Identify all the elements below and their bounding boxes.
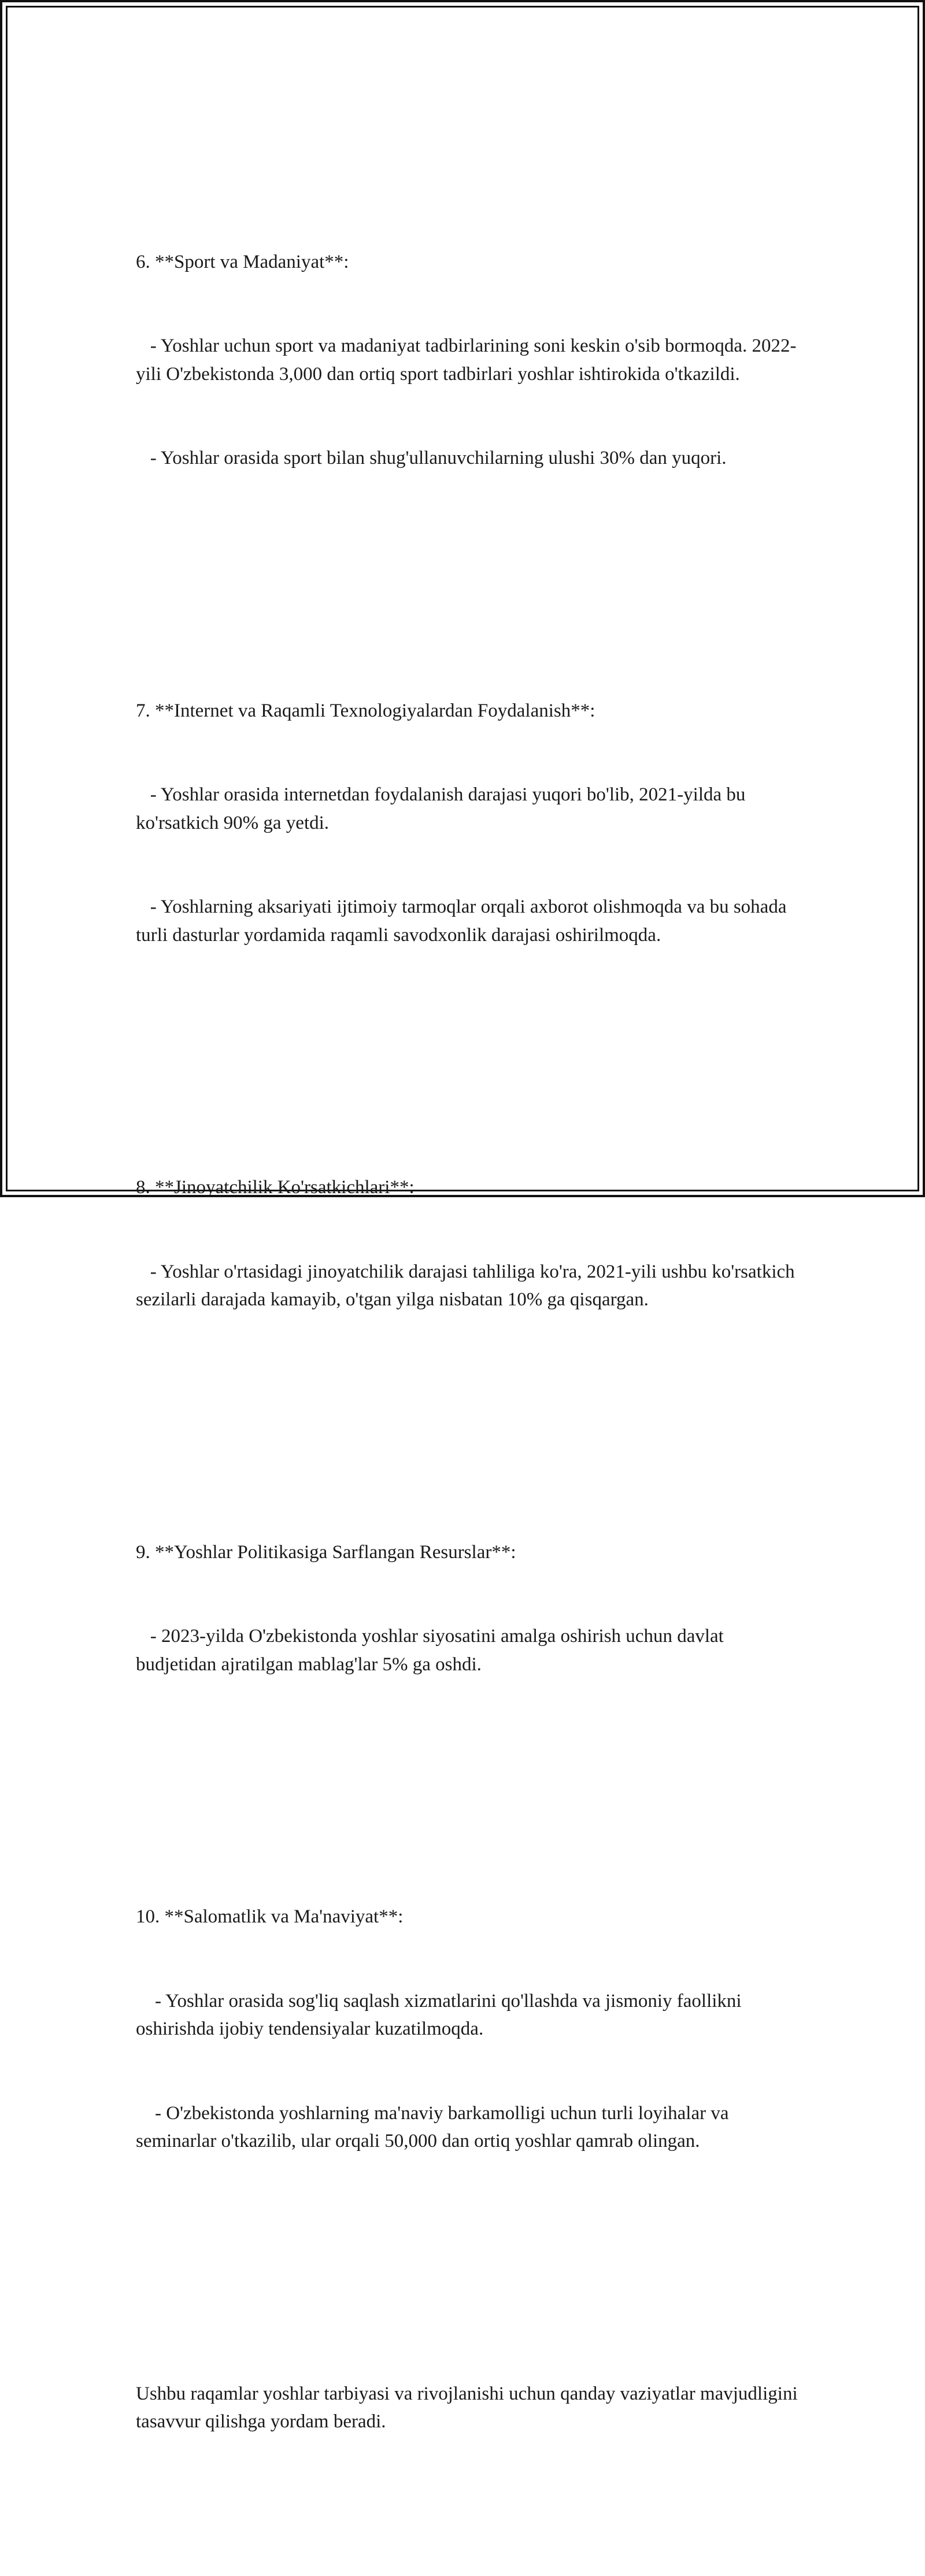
section-health [136,1847,801,2212]
section-sport [136,192,801,529]
section-crime [136,1117,801,1370]
bullet-item: - Yoshlar orasida sport bilan shug'ullanuvchilarning ulushi 30% dan yuqori. [136,448,727,468]
bullet-item: - Yoshlar orasida internetdan foydalanish darajasi yuqori bo'lib, 2021-yilda bu ko'rsatkich 90% ga yetdi. [136,784,750,833]
conclusion-paragraph [136,2324,801,2492]
bullet-item: - Yoshlar uchun sport va madaniyat tadbirlarining soni keskin o'sib bormoqda. 2022-yili O'zbekistonda 3,000 dan ortiq sport tadbirlari yoshlar ishtirokida o'tkazildi. [136,335,797,385]
section-internet [136,641,801,1006]
bullet-item: - Yoshlarning aksariyati ijtimoiy tarmoqlar orqali axborot olishmoqda va bu sohada turli dasturlar yordamida raqamli savodxonlik darajasi oshirilmoqda. [136,896,791,946]
bullet-item: - Yoshlar o'rtasidagi jinoyatchilik darajasi tahliliga ko'ra, 2021-yili ushbu ko'rsatkich sezilarli darajada kamayib, o'tgan yilga nisbatan 10% ga qisqargan. [136,1261,800,1310]
section-heading: 9. **Yoshlar Politikasiga Sarflangan Resurslar**: [136,1541,516,1563]
bullet-item: - O'zbekistonda yoshlarning ma'naviy barkamolligi uchun turli loyihalar va seminarlar o'tkazilib, ular orqali 50,000 dan ortiq yoshlar qamrab olingan. [136,2102,734,2151]
section-heading: 10. **Salomatlik va Ma'naviyat**: [136,1906,404,1927]
document-body [136,108,801,2576]
section-heading: 6. **Sport va Madaniyat**: [136,251,349,272]
bullet-item: - Yoshlar orasida sog'liq saqlash xizmatlarini qo'llashda va jismoniy faollikni oshirishda ijobiy tendensiyalar kuzatilmoqda. [136,1990,746,2039]
conclusion-text: Ushbu raqamlar yoshlar tarbiyasi va rivojlanishi uchun qanday vaziyatlar mavjudligini tasavvur qilishga yordam beradi. [136,2383,802,2432]
section-heading: 8. **Jinoyatchilik Ko'rsatkichlari**: [136,1177,415,1198]
section-policy-resources [136,1482,801,1735]
bullet-item: - 2023-yilda O'zbekistonda yoshlar siyosatini amalga oshirish uchun davlat budjetidan ajratilgan mablag'lar 5% ga oshdi. [136,1626,729,1675]
section-heading: 7. **Internet va Raqamli Texnologiyalardan Foydalanish**: [136,700,595,721]
